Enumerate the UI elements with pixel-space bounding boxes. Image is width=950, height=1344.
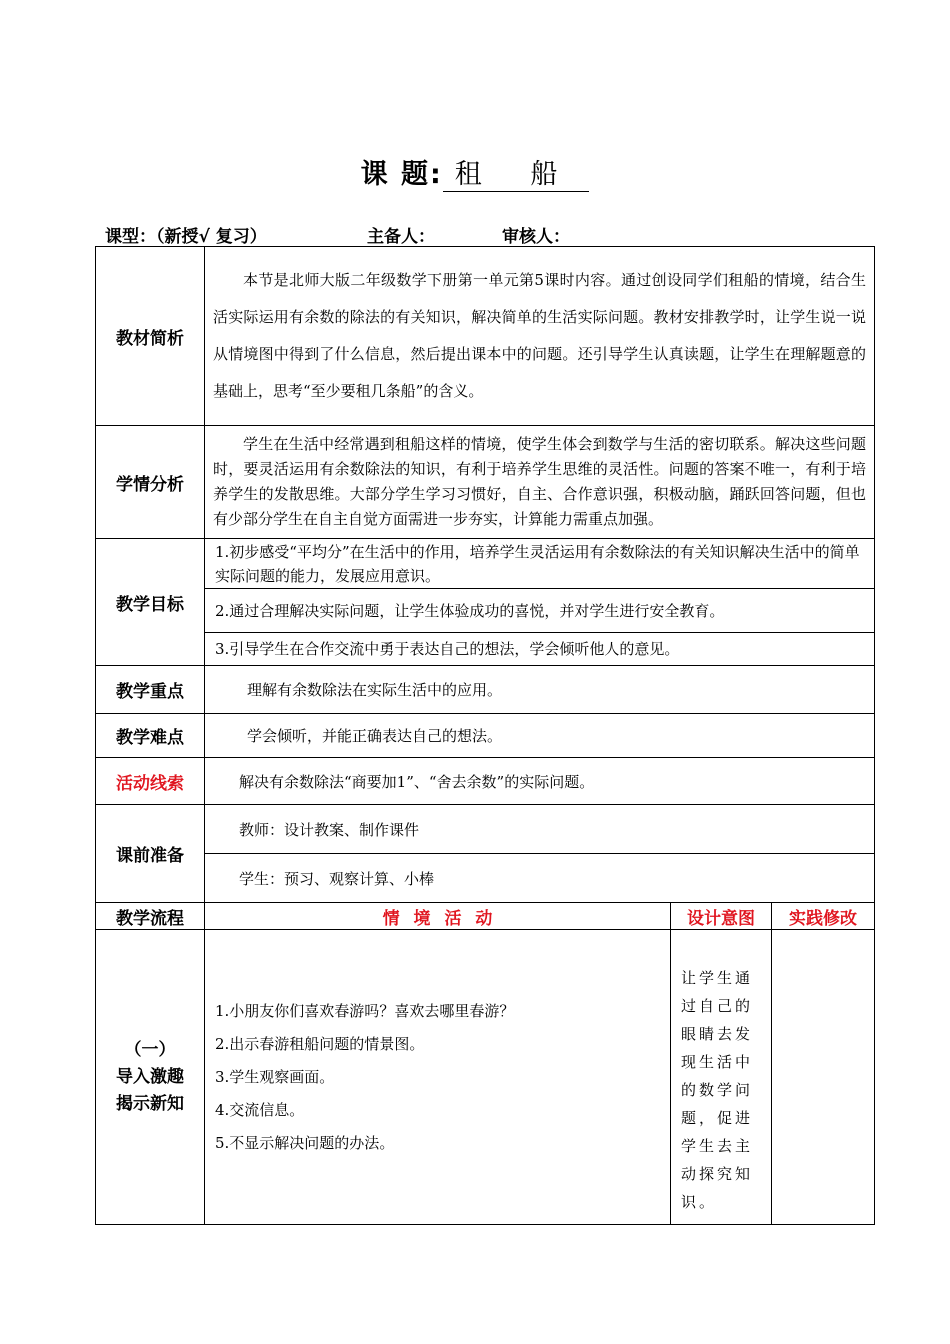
intent-text: 让学生通过自己的眼睛去发现生活中的数学问题，促进学生去主动探究知识。 bbox=[681, 969, 754, 1211]
stage-1-steps bbox=[205, 930, 671, 1225]
stage-name-1: 导入激趣 bbox=[116, 1066, 184, 1087]
title-value: 租 船 bbox=[443, 152, 590, 192]
lesson-title bbox=[0, 152, 950, 192]
material-text: 本节是北师大版二年级数学下册第一单元第5课时内容。通过创设同学们租船的情境，结合生活实际运用有余数的除法的有关知识，解决简单的生活实际问题。教材安排教学时，让学生说一说从情境图中得到了什么信息，然后提出课本中的问题。还引导学生认真读题，让学生在理解题意的基础上，思考“至少要租几条船”的含义。 bbox=[205, 247, 875, 426]
activity-text: 解决有余数除法“商要加1”、“舍去余数”的实际问题。 bbox=[205, 758, 875, 805]
step-item: 3.学生观察画面。 bbox=[215, 1067, 335, 1086]
goal-row-3 bbox=[96, 633, 875, 666]
stage-1-label bbox=[96, 930, 205, 1225]
prep-teacher: 教师：设计教案、制作课件 bbox=[205, 805, 875, 854]
goal-row-2 bbox=[96, 589, 875, 633]
step-item: 4.交流信息。 bbox=[215, 1100, 305, 1119]
preparer: 主备人： bbox=[367, 227, 435, 247]
revise-header: 实践修改 bbox=[772, 903, 875, 930]
student-label: 学情分析 bbox=[96, 426, 205, 539]
lesson-type: 课型：（新授√ 复习） bbox=[105, 227, 267, 247]
difficulty-text: 学会倾听，并能正确表达自己的想法。 bbox=[205, 714, 875, 758]
stage-1-revise bbox=[772, 930, 875, 1225]
student-row bbox=[96, 426, 875, 539]
stage-1-row bbox=[96, 930, 875, 1225]
material-label: 教材简析 bbox=[96, 247, 205, 426]
flow-header: 教学流程 bbox=[96, 903, 205, 930]
title-label: 课 题: bbox=[360, 159, 443, 190]
goals-label: 教学目标 bbox=[96, 539, 205, 666]
key-row bbox=[96, 666, 875, 714]
stage-1-intent bbox=[671, 930, 772, 1225]
goal-item: 3.引导学生在合作交流中勇于表达自己的想法，学会倾听他人的意见。 bbox=[205, 633, 875, 666]
prep-row-2 bbox=[96, 854, 875, 903]
meta-line bbox=[105, 222, 570, 247]
student-text: 学生在生活中经常遇到租船这样的情境，使学生体会到数学与生活的密切联系。解决这些问题时，要灵活运用有余数除法的知识，有利于培养学生思维的灵活性。问题的答案不唯一，有利于培养学生的发散思维。大部分学生学习习惯好，自主、合作意识强，积极动脑，踊跃回答问题，但也有少部分学生在自主自觉方面需进一步夯实，计算能力需重点加强。 bbox=[205, 426, 875, 539]
goal-item: 2.通过合理解决实际问题，让学生体验成功的喜悦，并对学生进行安全教育。 bbox=[205, 589, 875, 633]
activity-row bbox=[96, 758, 875, 805]
key-label: 教学重点 bbox=[96, 666, 205, 714]
difficulty-row bbox=[96, 714, 875, 758]
difficulty-label: 教学难点 bbox=[96, 714, 205, 758]
key-text: 理解有余数除法在实际生活中的应用。 bbox=[205, 666, 875, 714]
step-item: 5.不显示解决问题的办法。 bbox=[215, 1133, 395, 1152]
goal-item: 1.初步感受“平均分”在生活中的作用，培养学生灵活运用有余数除法的有关知识解决生活中的简单实际问题的能力，发展应用意识。 bbox=[205, 539, 875, 589]
step-item: 2.出示春游租船问题的情景图。 bbox=[215, 1034, 425, 1053]
activity-label: 活动线索 bbox=[96, 758, 205, 805]
stage-name-2: 揭示新知 bbox=[116, 1093, 184, 1114]
step-item: 1.小朋友你们喜欢春游吗？喜欢去哪里春游？ bbox=[215, 1001, 515, 1020]
prep-row-1 bbox=[96, 805, 875, 854]
intent-header: 设计意图 bbox=[671, 903, 772, 930]
scenario-header: 情 境 活 动 bbox=[205, 903, 671, 930]
goal-row-1 bbox=[96, 539, 875, 589]
process-header-row bbox=[96, 903, 875, 930]
prep-student: 学生：预习、观察计算、小棒 bbox=[205, 854, 875, 903]
stage-number: （一） bbox=[124, 1039, 176, 1060]
lesson-plan-table bbox=[95, 246, 875, 1225]
reviewer: 审核人： bbox=[502, 227, 570, 247]
material-row bbox=[96, 247, 875, 426]
prep-label: 课前准备 bbox=[96, 805, 205, 903]
